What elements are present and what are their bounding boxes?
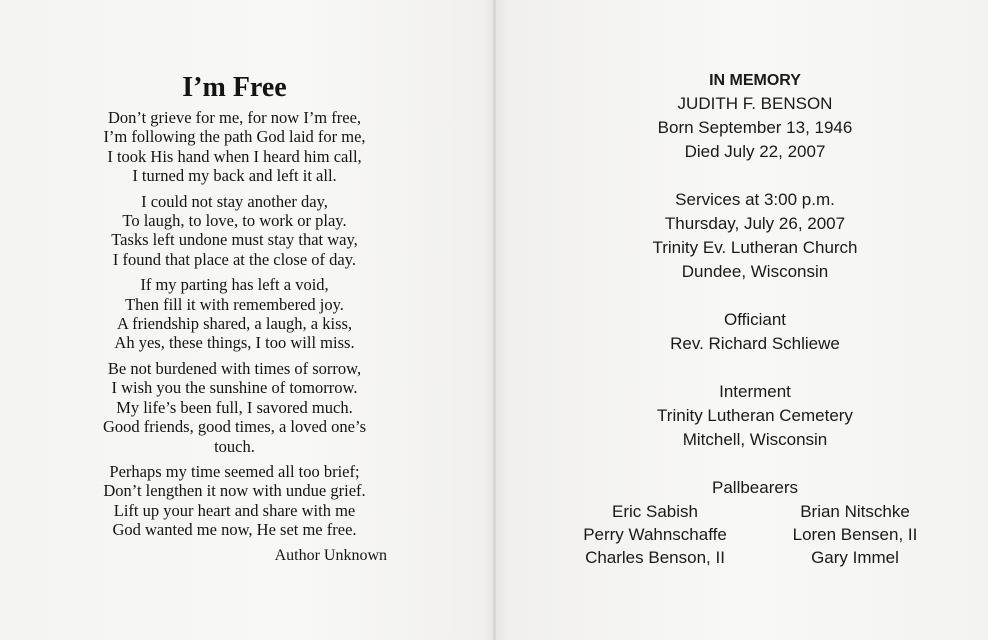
services-date: Thursday, July 26, 2007 [664,214,846,233]
poem-line: I took His hand when I heard him call, [107,146,362,166]
poem-line: God wanted me now, He set me free. [112,520,357,540]
deceased-name: JUDITH F. BENSON [677,94,833,113]
poem-stanza-2 [62,192,407,270]
pallbearer-name: Perry Wahnschaffe [583,525,727,544]
pallbearers-label: Pallbearers [712,478,798,497]
birth-date: Born September 13, 1946 [657,118,853,137]
poem-line: I found that place at the close of day. [112,249,357,269]
services-time: Services at 3:00 p.m. [675,190,835,209]
interment-place: Trinity Lutheran Cemetery [657,406,853,425]
poem-panel [62,70,407,566]
poem-title: I’m Free [182,72,287,103]
poem-line: Good friends, good times, a loved one’s [102,417,367,437]
poem-line: If my parting has left a void, [140,275,329,295]
poem-line: touch. [214,436,255,456]
pallbearer-name: Brian Nitschke [800,502,910,521]
spacer [560,356,950,380]
pallbearer-name: Eric Sabish [612,502,698,521]
poem-stanza-5 [62,462,407,540]
poem-line: Don’t grieve for me, for now I’m free, [107,108,362,127]
pallbearer-name: Loren Bensen, II [792,525,918,544]
poem-line: Be not burdened with times of sorrow, [107,358,362,378]
poem-line: Tasks left undone must stay that way, [111,230,358,250]
interment-location: Mitchell, Wisconsin [682,430,828,449]
memorial-heading: IN MEMORY [709,72,801,89]
card-fold [493,0,496,640]
poem-stanza-1 [62,108,407,186]
poem-line: I’m following the path God laid for me, [103,127,366,147]
poem-line: Don’t lengthen it now with undue grief. [103,481,366,501]
poem-line: Lift up your heart and share with me [113,500,356,520]
poem-line: I wish you the sunshine of tomorrow. [111,378,358,398]
poem-line: I could not stay another day, [141,191,328,211]
poem-stanza-3 [62,275,407,353]
poem-author: Author Unknown [274,546,387,564]
interment-label: Interment [719,382,791,401]
poem-line: Then fill it with remembered joy. [125,294,344,314]
services-church: Trinity Ev. Lutheran Church [652,238,858,257]
poem-line: I turned my back and left it all. [132,166,337,186]
memorial-panel [560,70,950,569]
poem-line: A friendship shared, a laugh, a kiss, [116,314,353,334]
poem-line: To laugh, to love, to work or play. [122,211,347,231]
spacer [560,164,950,188]
pallbearer-name: Gary Immel [811,548,899,567]
poem-line: My life’s been full, I savored much. [116,397,353,417]
pallbearer-name: Charles Benson, II [585,548,725,567]
spacer [560,452,950,476]
death-date: Died July 22, 2007 [684,142,826,161]
poem-line: Ah yes, these things, I too will miss. [114,333,355,353]
poem-stanza-4 [62,359,407,456]
spacer [560,284,950,308]
poem-line: Perhaps my time seemed all too brief; [109,461,360,481]
services-location: Dundee, Wisconsin [681,262,829,281]
officiant-label: Officiant [723,310,787,329]
pallbearers-list [560,500,950,569]
officiant-name: Rev. Richard Schliewe [670,334,840,353]
